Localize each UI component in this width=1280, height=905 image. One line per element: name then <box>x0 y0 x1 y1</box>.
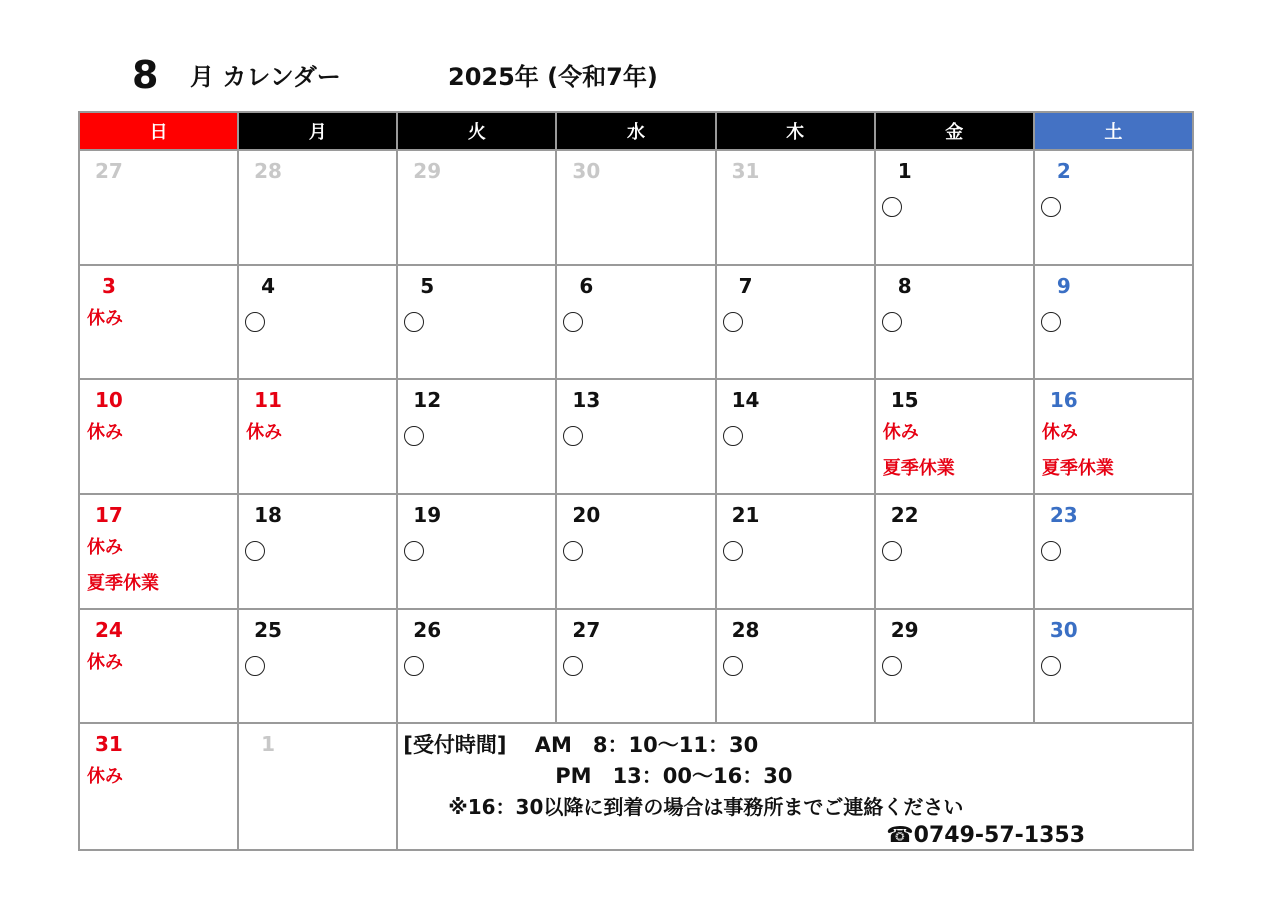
day-marks <box>239 297 396 332</box>
day-number: 28 <box>254 159 282 183</box>
day-number: 31 <box>731 159 760 183</box>
day-marks <box>80 755 237 795</box>
day-cell <box>238 609 397 724</box>
open-circle-icon <box>245 541 265 561</box>
open-circle-icon <box>563 312 583 332</box>
day-number: 9 <box>1056 273 1071 298</box>
day-cell <box>397 609 556 724</box>
day-marks <box>239 411 396 451</box>
weekday-thu: 木 <box>716 112 875 150</box>
day-cell <box>238 723 397 850</box>
day-cell <box>79 265 238 380</box>
day-cell <box>238 494 397 609</box>
day-marks <box>1035 641 1192 676</box>
open-circle-icon <box>723 656 743 676</box>
day-number: 10 <box>95 388 123 413</box>
day-number: 16 <box>1049 388 1078 413</box>
day-cell <box>238 379 397 494</box>
day-cell <box>875 265 1034 380</box>
day-cell <box>1034 265 1193 380</box>
open-circle-icon <box>723 426 743 446</box>
holiday-note: 休み <box>87 422 123 444</box>
open-circle-icon <box>723 541 743 561</box>
day-number: 30 <box>1049 617 1078 642</box>
summer-break-note: 夏季休業 <box>1041 458 1114 480</box>
holiday-note: 休み <box>87 651 123 673</box>
open-circle-icon <box>245 312 265 332</box>
day-number: 26 <box>413 617 442 642</box>
day-number: 5 <box>420 273 435 298</box>
after-hours-note: ※16：30以降に到着の場合は事務所までご連絡ください <box>448 795 964 820</box>
day-marks <box>80 411 237 451</box>
holiday-note: 休み <box>1041 422 1078 444</box>
week-row <box>79 494 1193 609</box>
day-cell <box>875 609 1034 724</box>
day-cell <box>397 150 556 265</box>
day-number: 6 <box>579 273 594 298</box>
day-marks <box>876 641 1033 676</box>
day-cell <box>716 609 875 724</box>
month-number: 8 <box>132 53 159 97</box>
open-circle-icon <box>1041 541 1061 561</box>
day-number: 18 <box>254 502 282 527</box>
day-cell <box>556 494 715 609</box>
day-cell <box>79 379 238 494</box>
open-circle-icon <box>882 656 902 676</box>
open-circle-icon <box>404 656 424 676</box>
day-cell <box>238 150 397 265</box>
day-marks <box>398 641 555 676</box>
day-number: 22 <box>890 502 919 527</box>
day-number: 25 <box>254 617 282 642</box>
day-cell <box>1034 379 1193 494</box>
day-number: 30 <box>572 159 601 183</box>
week-row <box>79 265 1193 380</box>
day-cell <box>1034 150 1193 265</box>
open-circle-icon <box>404 426 424 446</box>
open-circle-icon <box>563 541 583 561</box>
day-cell <box>1034 609 1193 724</box>
weekday-fri: 金 <box>875 112 1034 150</box>
day-cell <box>875 379 1034 494</box>
week-row <box>79 379 1193 494</box>
open-circle-icon <box>882 312 902 332</box>
open-circle-icon <box>563 426 583 446</box>
day-number: 21 <box>731 502 760 527</box>
day-marks <box>398 526 555 561</box>
day-marks <box>398 411 555 446</box>
day-cell <box>397 379 556 494</box>
week-row <box>79 723 1193 850</box>
day-marks <box>80 297 237 337</box>
day-marks <box>80 526 237 602</box>
weekday-tue: 火 <box>397 112 556 150</box>
summer-break-note: 夏季休業 <box>882 458 955 480</box>
open-circle-icon <box>882 541 902 561</box>
day-number: 4 <box>261 273 276 298</box>
day-cell <box>556 379 715 494</box>
reception-info <box>398 724 1192 849</box>
day-cell <box>238 265 397 380</box>
open-circle-icon <box>1041 312 1061 332</box>
day-number: 1 <box>897 159 912 183</box>
calendar-label: 月 カレンダー <box>190 63 341 91</box>
day-number: 3 <box>102 273 116 298</box>
day-number: 11 <box>254 388 282 413</box>
day-cell <box>556 150 715 265</box>
day-cell <box>1034 494 1193 609</box>
holiday-note: 休み <box>246 422 283 444</box>
calendar-header <box>0 52 1280 100</box>
day-cell <box>875 494 1034 609</box>
day-cell <box>716 494 875 609</box>
day-cell <box>397 265 556 380</box>
weekday-header-row <box>79 112 1193 150</box>
day-number: 15 <box>890 388 919 413</box>
open-circle-icon <box>404 312 424 332</box>
day-cell <box>79 494 238 609</box>
day-cell <box>875 150 1034 265</box>
day-cell <box>79 723 238 850</box>
day-cell <box>556 609 715 724</box>
day-marks <box>557 411 714 446</box>
day-marks <box>717 411 874 446</box>
day-marks <box>717 641 874 676</box>
day-marks <box>1035 297 1192 332</box>
day-marks <box>717 526 874 561</box>
open-circle-icon <box>1041 197 1061 217</box>
day-number: 14 <box>731 388 760 413</box>
week-row <box>79 609 1193 724</box>
day-cell <box>716 265 875 380</box>
weekday-sun: 日 <box>79 112 238 150</box>
day-marks <box>876 526 1033 561</box>
day-cell <box>716 379 875 494</box>
open-circle-icon <box>882 197 902 217</box>
weekday-mon: 月 <box>238 112 397 150</box>
day-number: 20 <box>572 502 601 527</box>
day-cell <box>716 150 875 265</box>
day-number: 13 <box>572 388 601 413</box>
day-number: 23 <box>1049 502 1078 527</box>
day-cell <box>397 494 556 609</box>
day-marks <box>876 411 1033 487</box>
week-row <box>79 150 1193 265</box>
summer-break-note: 夏季休業 <box>87 572 159 594</box>
open-circle-icon <box>563 656 583 676</box>
day-number: 2 <box>1056 159 1071 183</box>
day-marks <box>239 641 396 676</box>
phone-number: ☎0749-57-1353 <box>886 823 1086 849</box>
open-circle-icon <box>1041 656 1061 676</box>
weekday-wed: 水 <box>556 112 715 150</box>
day-marks <box>717 297 874 332</box>
year-label: 2025年 (令和7年) <box>448 63 658 91</box>
day-marks <box>557 297 714 332</box>
day-marks <box>876 297 1033 332</box>
day-marks <box>239 526 396 561</box>
holiday-note: 休み <box>87 766 123 788</box>
day-number: 1 <box>261 732 276 757</box>
calendar-grid <box>78 111 1194 851</box>
holiday-note: 休み <box>87 307 123 329</box>
day-marks <box>557 641 714 676</box>
holiday-note: 休み <box>87 536 123 558</box>
open-circle-icon <box>404 541 424 561</box>
day-number: 31 <box>95 732 123 757</box>
day-number: 8 <box>897 273 912 298</box>
reception-hours-pm: PM 13：00～16：30 <box>555 764 793 789</box>
weekday-sat: 土 <box>1034 112 1193 150</box>
day-marks <box>557 526 714 561</box>
day-number: 27 <box>95 159 123 183</box>
day-cell <box>556 265 715 380</box>
day-number: 12 <box>413 388 442 413</box>
day-number: 27 <box>572 617 601 642</box>
day-number: 24 <box>95 617 123 642</box>
open-circle-icon <box>245 656 265 676</box>
holiday-note: 休み <box>882 422 919 444</box>
day-marks <box>876 182 1033 217</box>
day-cell <box>79 150 238 265</box>
day-marks <box>398 297 555 332</box>
day-number: 29 <box>890 617 919 642</box>
day-number: 28 <box>731 617 760 642</box>
day-number: 7 <box>738 273 753 298</box>
open-circle-icon <box>723 312 743 332</box>
day-marks <box>80 641 237 681</box>
day-number: 19 <box>413 502 442 527</box>
day-cell <box>79 609 238 724</box>
info-cell <box>397 723 1193 850</box>
reception-hours-am: [受付時間] AM 8：10～11：30 <box>403 733 759 758</box>
day-number: 17 <box>95 502 123 527</box>
day-marks <box>1035 526 1192 561</box>
day-marks <box>1035 182 1192 217</box>
day-number: 29 <box>413 159 442 183</box>
day-marks <box>1035 411 1192 487</box>
